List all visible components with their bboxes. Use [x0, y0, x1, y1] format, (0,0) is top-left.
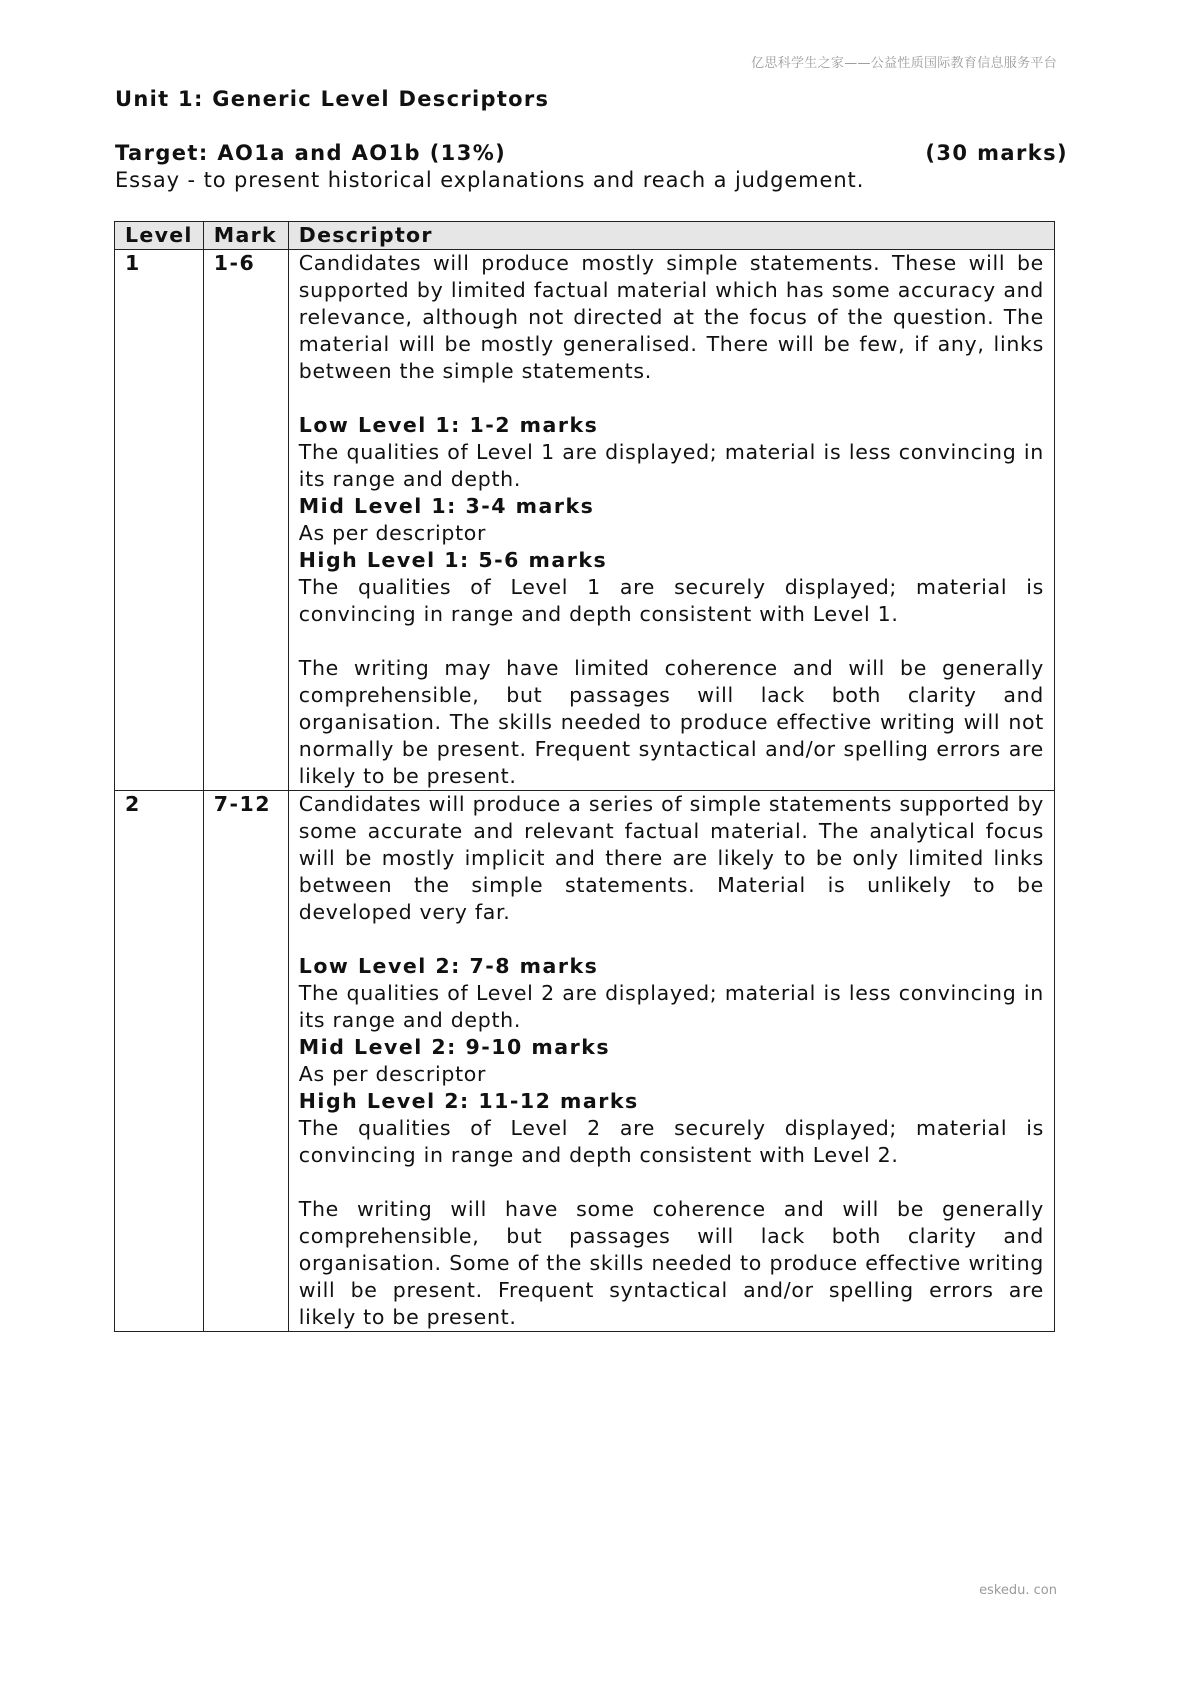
- high-level-heading: High Level 1: 5-6 marks: [298, 548, 608, 572]
- mid-level-heading: Mid Level 2: 9-10 marks: [298, 1035, 611, 1059]
- mark-cell: 1-6: [203, 250, 288, 791]
- watermark-bottom: eskedu. con: [979, 1583, 1057, 1598]
- table-row: [115, 250, 1055, 791]
- mid-level-text: As per descriptor: [298, 1062, 487, 1086]
- low-level-heading: Low Level 2: 7-8 marks: [298, 954, 599, 978]
- level-descriptor-table: [114, 221, 1055, 1332]
- mark-cell: 7-12: [203, 791, 288, 1332]
- level-column-header: Level: [115, 222, 204, 250]
- level-cell: 2: [115, 791, 204, 1332]
- target-text: Target: AO1a and AO1b (13%): [115, 141, 507, 165]
- descriptor-cell: [288, 250, 1054, 791]
- mid-level-heading: Mid Level 1: 3-4 marks: [298, 494, 595, 518]
- mid-level-text: As per descriptor: [298, 521, 487, 545]
- writing-descriptor: The writing will have some coherence and will be generally comprehensible, but passages will lack both clarity and organisation. Some of the skills needed to produce effective writing will be present. Frequent syntactical and/or spelling errors are likely to be present.: [298, 1197, 1044, 1329]
- mark-column-header: Mark: [203, 222, 288, 250]
- table-row: [115, 791, 1055, 1332]
- page-title: Unit 1: Generic Level Descriptors: [115, 87, 550, 111]
- descriptor-intro: Candidates will produce mostly simple statements. These will be supported by limited factual material which has some accuracy and relevance, although not directed at the focus of the question. The material will be mostly generalised. There will be few, if any, links between the simple statements.: [298, 251, 1044, 383]
- total-marks: (30 marks): [925, 141, 1068, 165]
- watermark-top: 亿思科学生之家——公益性质国际教育信息服务平台: [751, 56, 1057, 71]
- high-level-text: The qualities of Level 2 are securely displayed; material is convincing in range and depth consistent with Level 2.: [298, 1116, 1044, 1167]
- high-level-text: The qualities of Level 1 are securely displayed; material is convincing in range and depth consistent with Level 1.: [298, 575, 1044, 626]
- high-level-heading: High Level 2: 11-12 marks: [298, 1089, 639, 1113]
- table-header-row: [115, 222, 1055, 250]
- essay-description: Essay - to present historical explanations and reach a judgement.: [115, 168, 865, 192]
- low-level-text: The qualities of Level 2 are displayed; material is less convincing in its range and depth.: [298, 981, 1044, 1032]
- writing-descriptor: The writing may have limited coherence and will be generally comprehensible, but passages will lack both clarity and organisation. The skills needed to produce effective writing will not normally be present. Frequent syntactical and/or spelling errors are likely to be present.: [298, 656, 1044, 788]
- low-level-text: The qualities of Level 1 are displayed; material is less convincing in its range and depth.: [298, 440, 1044, 491]
- descriptor-cell: [288, 791, 1054, 1332]
- level-cell: 1: [115, 250, 204, 791]
- descriptor-column-header: Descriptor: [288, 222, 1054, 250]
- low-level-heading: Low Level 1: 1-2 marks: [298, 413, 599, 437]
- descriptor-intro: Candidates will produce a series of simple statements supported by some accurate and relevant factual material. The analytical focus will be mostly implicit and there are likely to be only limited links between the simple statements. Material is unlikely to be developed very far.: [298, 792, 1044, 924]
- target-row: [115, 141, 1068, 165]
